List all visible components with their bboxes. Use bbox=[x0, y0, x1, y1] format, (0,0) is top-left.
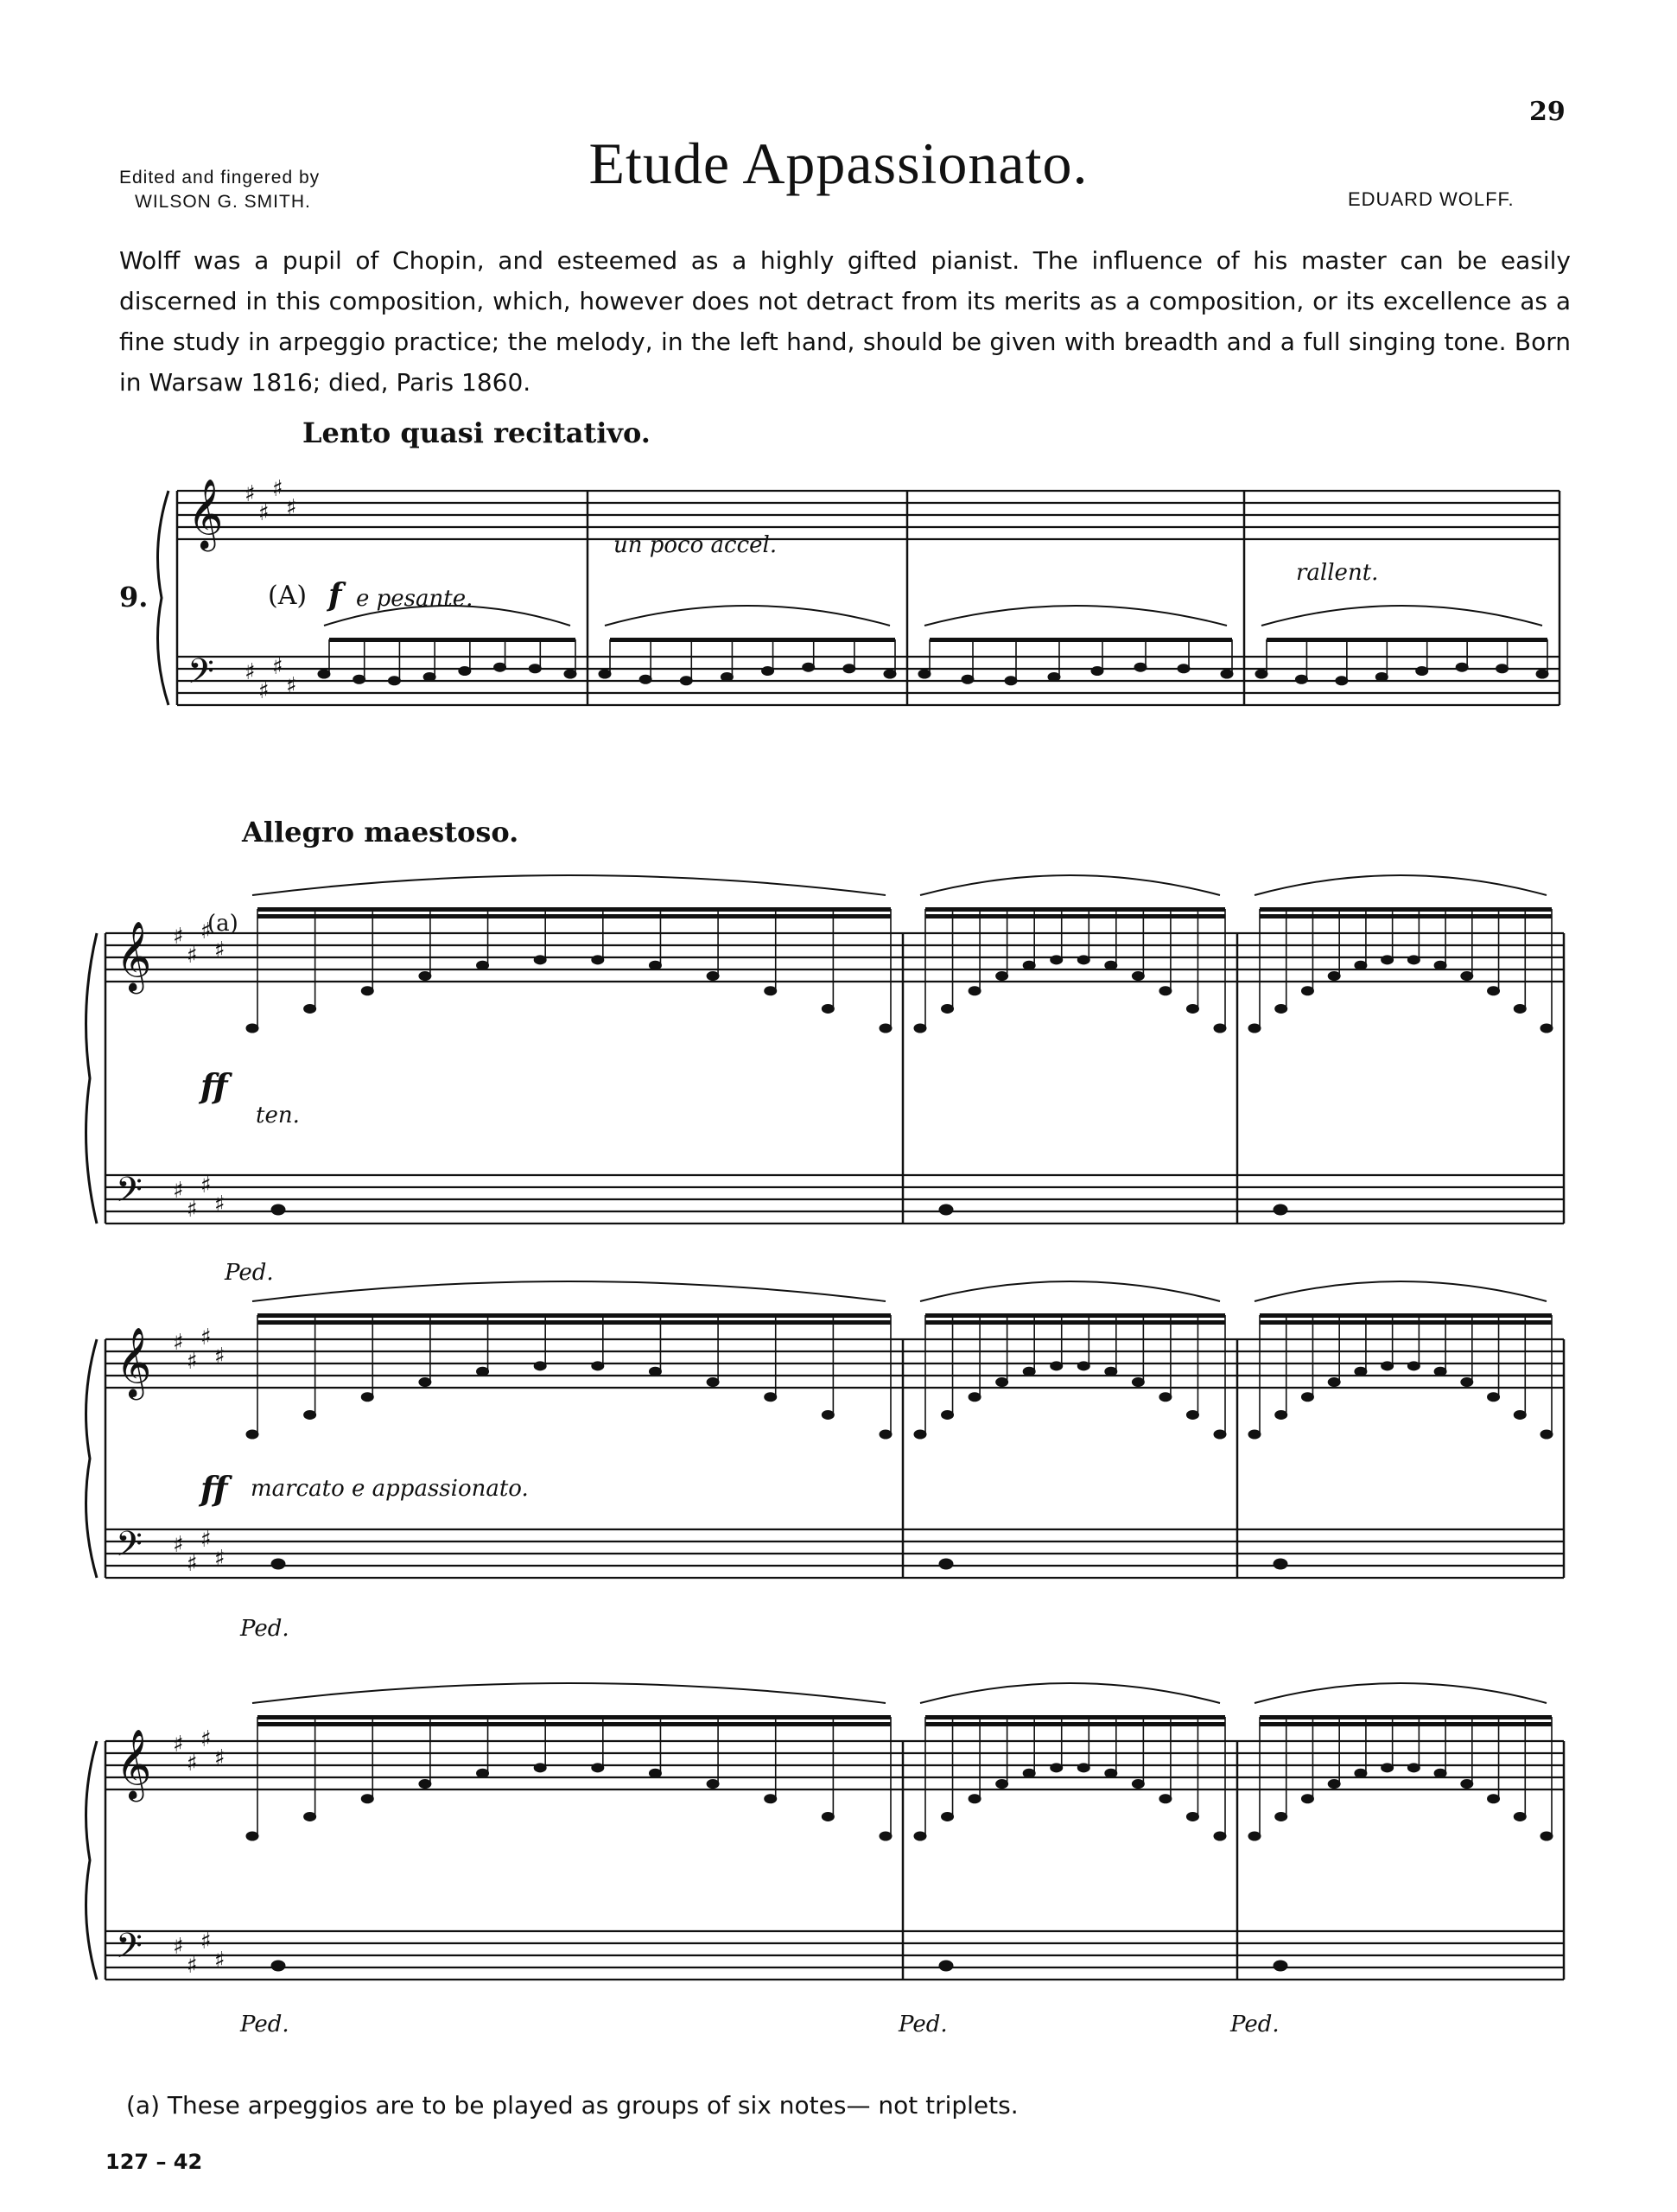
beam bbox=[257, 1313, 891, 1318]
notehead bbox=[1407, 1764, 1420, 1772]
beam bbox=[1267, 638, 1547, 642]
slur bbox=[920, 1683, 1220, 1703]
beam bbox=[257, 1320, 891, 1325]
notehead bbox=[884, 670, 896, 678]
notehead bbox=[765, 1795, 777, 1803]
slur bbox=[252, 875, 886, 895]
beam bbox=[925, 914, 1225, 918]
sharp: ♯ bbox=[214, 1546, 226, 1572]
notehead bbox=[1105, 1769, 1117, 1777]
sharp: ♯ bbox=[173, 1532, 184, 1558]
notehead bbox=[1051, 1362, 1063, 1370]
beam bbox=[1260, 1320, 1552, 1325]
notehead bbox=[1159, 987, 1172, 995]
notehead bbox=[1488, 1393, 1500, 1402]
notehead bbox=[423, 672, 435, 681]
notehead bbox=[1023, 1367, 1035, 1376]
notehead bbox=[534, 1764, 546, 1772]
brace bbox=[86, 1741, 98, 1980]
slur bbox=[1255, 1281, 1547, 1301]
notehead bbox=[969, 1393, 981, 1402]
notehead bbox=[1105, 1367, 1117, 1376]
notehead bbox=[246, 1430, 258, 1439]
beams bbox=[257, 638, 1552, 1726]
notehead bbox=[914, 1832, 926, 1840]
footnote: (a) These arpeggios are to be played as groups of six notes— not triplets. bbox=[126, 2091, 1019, 2120]
staff-lines bbox=[105, 491, 1564, 1980]
sharp: ♯ bbox=[187, 1953, 198, 1979]
brace bbox=[158, 491, 169, 705]
notehead bbox=[1005, 677, 1017, 685]
notehead bbox=[1355, 961, 1367, 969]
sharp: ♯ bbox=[187, 1751, 198, 1777]
notehead bbox=[707, 1780, 719, 1789]
treble-clef: 𝄞 bbox=[116, 1326, 152, 1397]
notehead bbox=[1375, 672, 1388, 681]
notehead bbox=[592, 956, 604, 964]
notehead bbox=[564, 670, 576, 678]
treble-clef: 𝄞 bbox=[116, 920, 152, 991]
beam bbox=[925, 1722, 1225, 1726]
slur bbox=[605, 606, 890, 626]
sharp: ♯ bbox=[187, 1197, 198, 1223]
notehead bbox=[803, 663, 815, 671]
notehead bbox=[1434, 1769, 1446, 1777]
treble-clef: 𝄞 bbox=[187, 478, 224, 549]
notehead bbox=[1496, 664, 1509, 673]
sharp: ♯ bbox=[173, 1732, 184, 1758]
sharp: ♯ bbox=[200, 1173, 212, 1198]
piece-number: 9. bbox=[119, 581, 149, 613]
notehead bbox=[762, 667, 774, 676]
beam bbox=[925, 1715, 1225, 1719]
treble-clef: 𝄞 bbox=[116, 1728, 152, 1799]
notehead bbox=[1488, 1795, 1500, 1803]
bass-note bbox=[271, 1205, 285, 1215]
notehead bbox=[304, 1410, 316, 1419]
dynamic-f: f bbox=[328, 577, 342, 613]
beam bbox=[257, 914, 891, 918]
notehead bbox=[353, 675, 365, 683]
notehead bbox=[304, 1004, 316, 1013]
sharp: ♯ bbox=[258, 678, 270, 704]
bass-note bbox=[271, 1559, 285, 1569]
sharp: ♯ bbox=[286, 495, 297, 521]
beam bbox=[329, 638, 575, 642]
bass-note bbox=[271, 1961, 285, 1971]
notehead bbox=[304, 1812, 316, 1821]
beam bbox=[930, 638, 1232, 642]
barlines bbox=[105, 491, 1564, 1980]
notehead bbox=[822, 1004, 834, 1013]
slur bbox=[252, 1683, 886, 1703]
notehead bbox=[1328, 1378, 1340, 1387]
notehead bbox=[361, 1393, 373, 1402]
notehead bbox=[1301, 1393, 1313, 1402]
editor-line-2: WILSON G. SMITH. bbox=[135, 192, 311, 212]
notehead bbox=[1407, 1362, 1420, 1370]
sharp: ♯ bbox=[272, 654, 283, 680]
notehead bbox=[534, 1362, 546, 1370]
dynamic-ff-2: ff bbox=[200, 1469, 228, 1508]
notehead bbox=[459, 667, 471, 676]
notehead bbox=[765, 987, 777, 995]
notehead bbox=[1159, 1795, 1172, 1803]
notehead bbox=[1336, 677, 1348, 685]
bass-clef: 𝄢 bbox=[116, 1524, 143, 1573]
notehead bbox=[1328, 1780, 1340, 1789]
notehead bbox=[318, 670, 330, 678]
notehead bbox=[419, 1378, 431, 1387]
notehead bbox=[707, 972, 719, 981]
beam bbox=[1260, 1722, 1552, 1726]
notehead bbox=[1214, 1024, 1226, 1033]
sharp: ♯ bbox=[200, 1726, 212, 1752]
notehead bbox=[592, 1362, 604, 1370]
editor-line-1: Edited and fingered by bbox=[119, 168, 321, 188]
catalog-number: 127 – 42 bbox=[105, 2150, 203, 2174]
notehead bbox=[1434, 961, 1446, 969]
notehead bbox=[1382, 1362, 1394, 1370]
beam bbox=[610, 638, 895, 642]
page-number: 29 bbox=[1529, 97, 1566, 127]
slur bbox=[924, 606, 1227, 626]
notehead bbox=[1248, 1024, 1261, 1033]
notehead bbox=[419, 972, 431, 981]
sharp: ♯ bbox=[200, 1527, 212, 1553]
notehead bbox=[721, 672, 733, 681]
notehead bbox=[880, 1832, 892, 1840]
notehead bbox=[1051, 956, 1063, 964]
notehead bbox=[477, 1367, 489, 1376]
notehead bbox=[1382, 1764, 1394, 1772]
sharp: ♯ bbox=[200, 1325, 212, 1351]
notehead bbox=[1221, 670, 1233, 678]
notehead bbox=[649, 1769, 661, 1777]
notehead bbox=[649, 961, 661, 969]
notehead bbox=[1456, 663, 1468, 671]
e-pesante: e pesante. bbox=[356, 586, 473, 612]
notehead bbox=[1461, 972, 1473, 981]
notehead bbox=[765, 1393, 777, 1402]
slur bbox=[1255, 875, 1547, 895]
notehead bbox=[1275, 1004, 1287, 1013]
bass-note bbox=[1274, 1559, 1287, 1569]
notehead bbox=[1132, 1378, 1144, 1387]
notehead bbox=[1132, 1780, 1144, 1789]
brace bbox=[86, 933, 98, 1224]
composer-name: EDUARD WOLFF. bbox=[1348, 188, 1515, 210]
sharp: ♯ bbox=[286, 673, 297, 699]
tempo-lento: Lento quasi recitativo. bbox=[302, 416, 651, 449]
notehead bbox=[1051, 1764, 1063, 1772]
notehead bbox=[477, 961, 489, 969]
notehead bbox=[1023, 1769, 1035, 1777]
bass-note bbox=[939, 1961, 953, 1971]
beam bbox=[925, 1320, 1225, 1325]
dynamic-ff-1: ff bbox=[200, 1066, 228, 1105]
notehead bbox=[969, 1795, 981, 1803]
sharp: ♯ bbox=[200, 918, 212, 944]
notehead bbox=[1048, 672, 1060, 681]
notehead bbox=[1275, 1410, 1287, 1419]
notehead bbox=[419, 1780, 431, 1789]
ten-marking: ten. bbox=[256, 1103, 300, 1128]
notehead bbox=[1488, 987, 1500, 995]
slur bbox=[252, 1281, 886, 1301]
ped-2: Ped. bbox=[240, 1616, 289, 1642]
notehead bbox=[880, 1430, 892, 1439]
sharp: ♯ bbox=[200, 1929, 212, 1955]
notehead bbox=[996, 1378, 1008, 1387]
notehead bbox=[1214, 1430, 1226, 1439]
bass-clef: 𝄢 bbox=[187, 652, 214, 700]
notehead bbox=[822, 1812, 834, 1821]
notehead bbox=[1514, 1004, 1526, 1013]
notehead bbox=[1134, 663, 1147, 671]
sharp: ♯ bbox=[187, 1349, 198, 1375]
slur bbox=[1261, 606, 1542, 626]
notehead bbox=[707, 1378, 719, 1387]
notehead bbox=[969, 987, 981, 995]
slurs bbox=[252, 606, 1547, 1703]
sharp: ♯ bbox=[187, 1551, 198, 1577]
sharp: ♯ bbox=[173, 1934, 184, 1960]
sharp: ♯ bbox=[258, 500, 270, 526]
sharp: ♯ bbox=[173, 1330, 184, 1356]
piece-title: Etude Appassionato. bbox=[588, 130, 1089, 196]
notehead bbox=[843, 664, 855, 673]
sharp: ♯ bbox=[272, 476, 283, 502]
intro-paragraph: Wolff was a pupil of Chopin, and esteemed as a highly gifted pianist. The influence of his master can be easily discerned in this composition, which, however does not detract from its merits as a composition, or its excellence as a fine study in arpeggio practice; the melody, in the left hand, should be given with breadth and a full singing tone. Born in Warsaw 1816; died, Paris 1860. bbox=[119, 246, 1571, 397]
ped-5: Ped. bbox=[1230, 2012, 1280, 2037]
notehead bbox=[1536, 670, 1548, 678]
sharp: ♯ bbox=[173, 1178, 184, 1204]
notehead bbox=[1382, 956, 1394, 964]
bass-note bbox=[939, 1559, 953, 1569]
notehead bbox=[1295, 675, 1307, 683]
sharp: ♯ bbox=[214, 1745, 226, 1771]
rallent: rallent. bbox=[1296, 560, 1379, 586]
notehead bbox=[246, 1024, 258, 1033]
footnote-mark: (a) bbox=[207, 911, 238, 937]
beam bbox=[1260, 1313, 1552, 1318]
notehead bbox=[1301, 987, 1313, 995]
notehead bbox=[388, 677, 400, 685]
notehead bbox=[1248, 1832, 1261, 1840]
beam bbox=[925, 1313, 1225, 1318]
notehead bbox=[914, 1430, 926, 1439]
bass-note bbox=[1274, 1205, 1287, 1215]
bass-note bbox=[939, 1205, 953, 1215]
sharp: ♯ bbox=[245, 659, 256, 685]
slur bbox=[920, 875, 1220, 895]
notehead bbox=[996, 972, 1008, 981]
sharp: ♯ bbox=[214, 1192, 226, 1217]
notehead bbox=[246, 1832, 258, 1840]
notehead bbox=[1416, 667, 1428, 676]
sharp: ♯ bbox=[187, 943, 198, 969]
notehead bbox=[1514, 1812, 1526, 1821]
beam bbox=[1260, 914, 1552, 918]
beam bbox=[1260, 907, 1552, 912]
bass-note bbox=[1274, 1961, 1287, 1971]
notehead bbox=[361, 987, 373, 995]
notehead bbox=[1214, 1832, 1226, 1840]
notehead bbox=[680, 677, 692, 685]
notehead bbox=[529, 664, 541, 673]
notehead bbox=[534, 956, 546, 964]
notehead bbox=[1407, 956, 1420, 964]
notehead bbox=[1301, 1795, 1313, 1803]
notehead bbox=[649, 1367, 661, 1376]
notehead bbox=[1461, 1780, 1473, 1789]
notehead bbox=[1275, 1812, 1287, 1821]
notehead bbox=[1077, 1362, 1089, 1370]
beam bbox=[257, 1722, 891, 1726]
notehead bbox=[1186, 1004, 1198, 1013]
beam bbox=[257, 907, 891, 912]
sharp: ♯ bbox=[214, 938, 226, 963]
notehead bbox=[1461, 1378, 1473, 1387]
notehead bbox=[1355, 1367, 1367, 1376]
notehead bbox=[962, 675, 974, 683]
notehead bbox=[1077, 1764, 1089, 1772]
notehead bbox=[361, 1795, 373, 1803]
bass-clef: 𝄢 bbox=[116, 1170, 143, 1218]
notehead bbox=[1514, 1410, 1526, 1419]
notehead bbox=[1540, 1832, 1553, 1840]
slur bbox=[920, 1281, 1220, 1301]
beam bbox=[925, 907, 1225, 912]
notehead bbox=[1540, 1430, 1553, 1439]
beam bbox=[1260, 1715, 1552, 1719]
notehead bbox=[1023, 961, 1035, 969]
ped-1: Ped. bbox=[225, 1260, 274, 1286]
marking-a: (A) bbox=[268, 581, 308, 611]
notehead bbox=[1186, 1410, 1198, 1419]
notehead bbox=[1255, 670, 1267, 678]
notehead bbox=[1132, 972, 1144, 981]
notehead bbox=[880, 1024, 892, 1033]
notehead bbox=[942, 1410, 954, 1419]
slur bbox=[1255, 1683, 1547, 1703]
notehead bbox=[942, 1812, 954, 1821]
notehead bbox=[1178, 664, 1190, 673]
notehead bbox=[599, 670, 611, 678]
brace bbox=[86, 1339, 98, 1578]
notehead bbox=[822, 1410, 834, 1419]
notehead bbox=[996, 1780, 1008, 1789]
notehead bbox=[494, 663, 506, 671]
sharp: ♯ bbox=[173, 924, 184, 950]
ped-3: Ped. bbox=[240, 2012, 289, 2037]
notehead bbox=[942, 1004, 954, 1013]
notehead bbox=[1091, 667, 1103, 676]
bass-clef: 𝄢 bbox=[116, 1926, 143, 1974]
notehead bbox=[592, 1764, 604, 1772]
sharp: ♯ bbox=[214, 1948, 226, 1974]
notehead bbox=[914, 1024, 926, 1033]
ped-4: Ped. bbox=[899, 2012, 948, 2037]
notehead bbox=[1434, 1367, 1446, 1376]
notehead bbox=[639, 675, 651, 683]
notehead bbox=[1328, 972, 1340, 981]
beam bbox=[257, 1715, 891, 1719]
notehead bbox=[1540, 1024, 1553, 1033]
sharp: ♯ bbox=[214, 1344, 226, 1370]
sharp: ♯ bbox=[245, 481, 256, 507]
notehead bbox=[1248, 1430, 1261, 1439]
notehead bbox=[1159, 1393, 1172, 1402]
marcato-marking: marcato e appassionato. bbox=[251, 1476, 529, 1502]
notehead bbox=[1105, 961, 1117, 969]
notehead bbox=[1186, 1812, 1198, 1821]
notehead bbox=[1077, 956, 1089, 964]
notehead bbox=[1355, 1769, 1367, 1777]
tempo-allegro: Allegro maestoso. bbox=[242, 816, 519, 849]
notehead bbox=[918, 670, 931, 678]
notehead bbox=[477, 1769, 489, 1777]
un-poco-accel: un poco accel. bbox=[613, 532, 778, 558]
